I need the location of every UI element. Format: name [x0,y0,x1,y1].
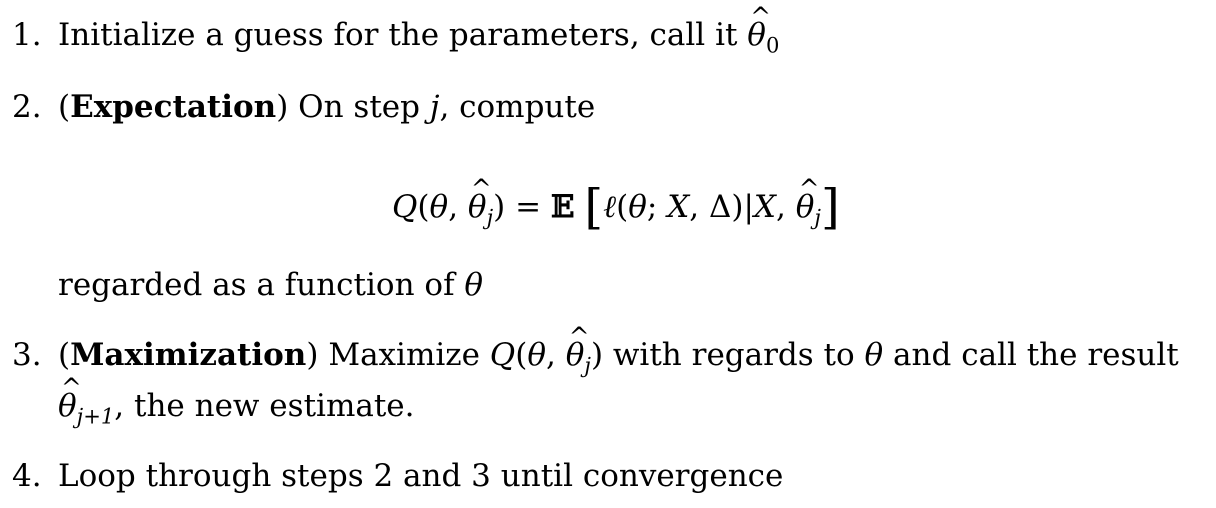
maximization-label: Maximization [70,337,307,373]
theta-hat-symbol: ^ θ [468,192,487,223]
step-number: 4. [12,458,42,494]
subscript-j-plus-1: j+1 [76,403,115,429]
step-number: 1. [12,17,42,53]
subscript-j: j [584,352,591,378]
q-symbol: Q [392,189,418,226]
left-bracket: [ [584,179,604,235]
step-text: Loop through steps 2 and 3 until convergence [58,458,784,494]
theta-symbol: θ [527,337,546,373]
continuation-text: regarded as a function of [58,267,465,303]
step-variable-j: j [429,89,440,125]
step-text-line-2: , the new estimate. [114,388,415,424]
step-text: On step [288,89,430,125]
theta-symbol: θ [628,189,647,226]
right-bracket: ] [820,179,840,235]
subscript-zero: 0 [765,32,780,58]
step-text-3: and call the result [883,337,1179,373]
theta-hat-symbol: ^ θ [566,340,585,371]
delta-symbol: Δ [708,189,732,226]
step-number: 2. [12,89,42,125]
expectation-symbol: 𝔼 [550,189,575,226]
step-text-2: with regards to [603,337,865,373]
x-symbol: X [753,189,776,226]
theta-symbol: θ [464,267,484,303]
subscript-j: j [486,204,494,230]
expectation-label: Expectation [70,89,277,125]
ell-symbol: ℓ [603,189,617,226]
step-text: Maximize [318,337,490,373]
theta-symbol: θ [429,189,449,226]
theta-symbol: θ [864,337,884,373]
x-symbol: X [667,189,690,226]
step-text: Initialize a guess for the parameters, call it [58,17,748,53]
subscript-j: j [814,204,821,230]
theta-hat-symbol: ^ θ [796,192,815,223]
q-symbol: Q [489,337,516,373]
step-text-2: , compute [439,89,596,125]
theta-hat-symbol: ^ θ [58,391,77,422]
theta-hat-symbol: ^ θ [747,20,766,51]
step-number: 3. [12,337,42,373]
